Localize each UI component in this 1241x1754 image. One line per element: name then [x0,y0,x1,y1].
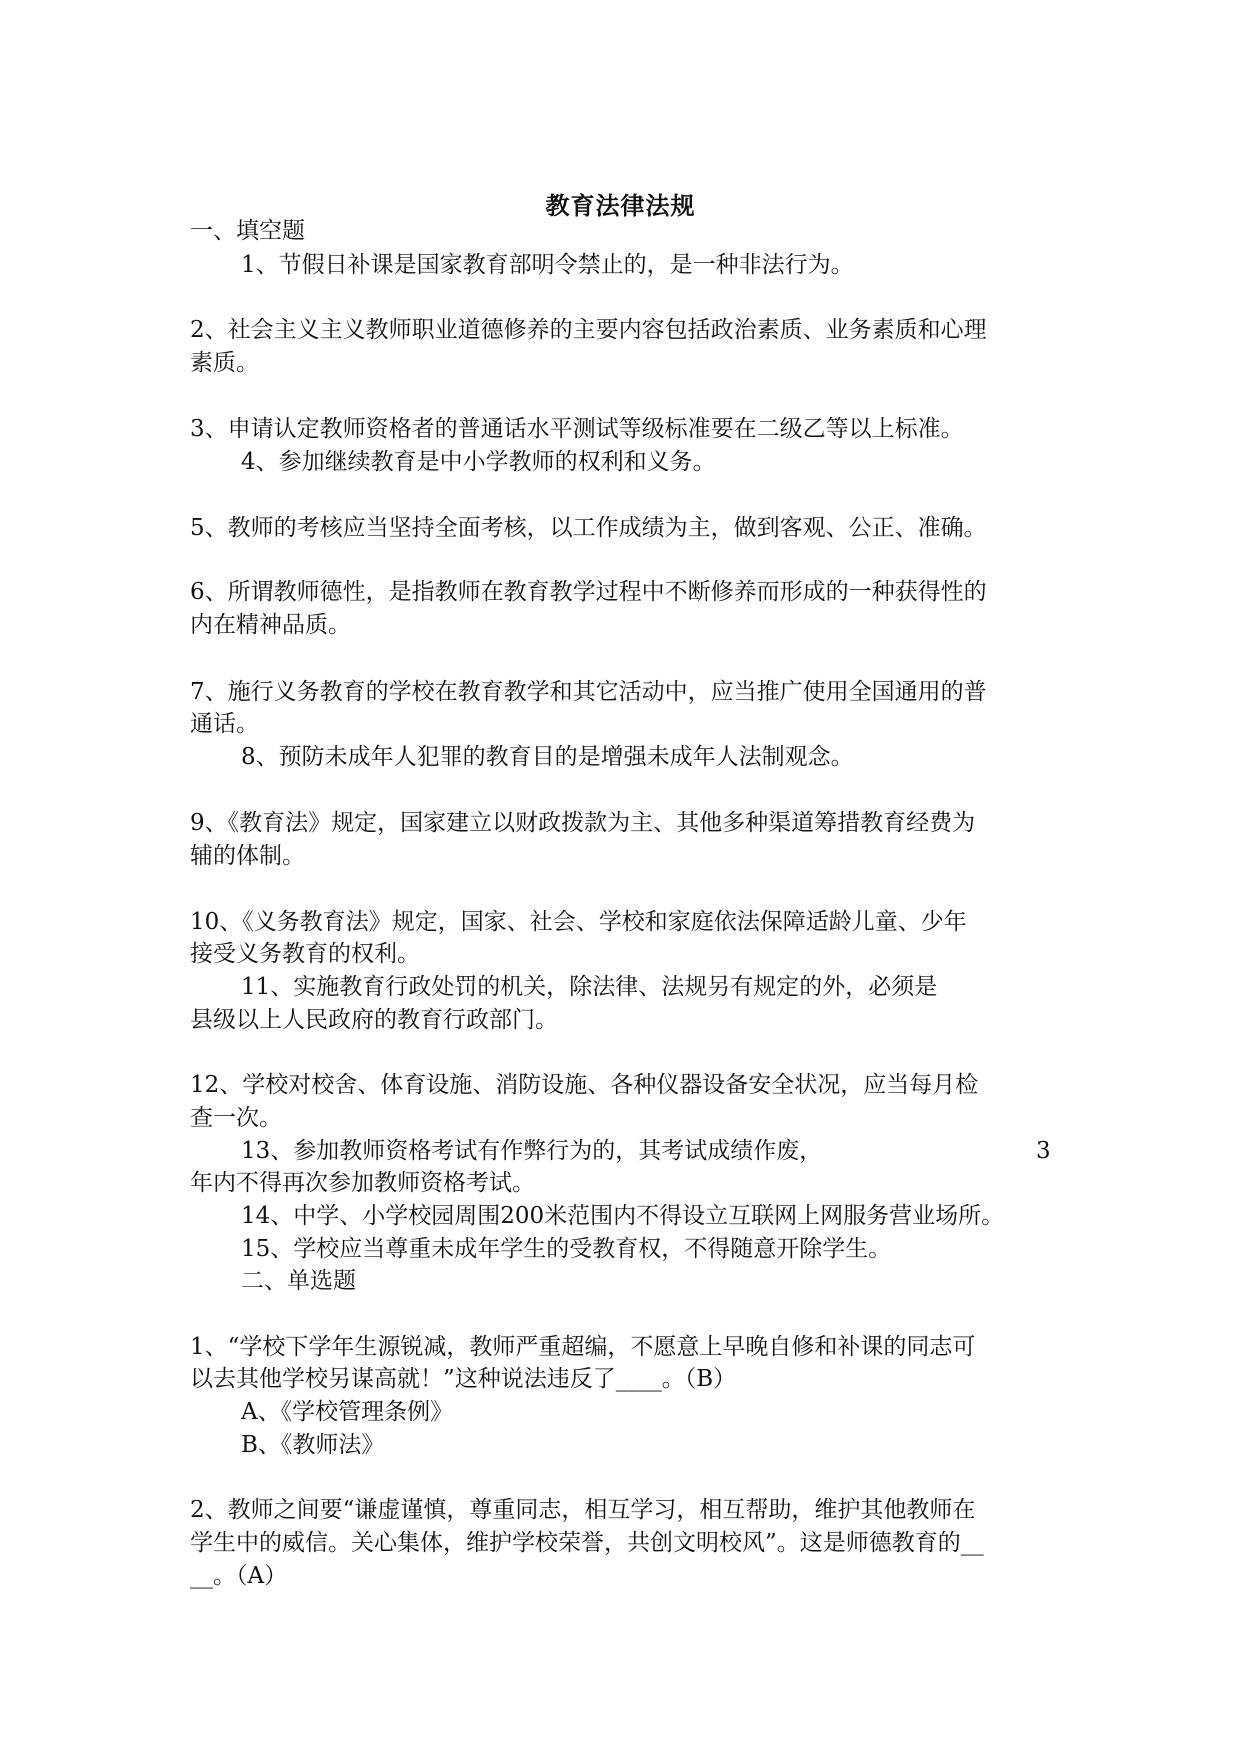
text-line: 8、预防未成年人犯罪的教育目的是增强未成年人法制观念。 [241,744,854,770]
text-line: 4、参加继续教育是中小学教师的权利和义务。 [241,449,716,475]
question-line: 1、“学校下学年生源锐减，教师严重超编，不愿意上早晚自修和补课的同志可 [190,1334,976,1360]
text-line: 3、申请认定教师资格者的普通话水平测试等级标准要在二级乙等以上标准。 [190,416,964,442]
text-line: 7、施行义务教育的学校在教育教学和其它活动中，应当推广使用全国通用的普 [190,679,987,705]
text-line: 11、实施教育行政处罚的机关，除法律、法规另有规定的外，必须是 [241,974,938,1000]
text-fragment: 3 [1036,1138,1051,1164]
question-line: 以去其他学校另谋高就！”这种说法违反了____。（B） [190,1366,737,1392]
option-line: B、《教师法》 [241,1432,385,1458]
document-title: 教育法律法规 [545,191,696,220]
text-line: 15、学校应当尊重未成年学生的受教育权，不得随意开除学生。 [241,1236,892,1262]
text-line: 查一次。 [190,1105,282,1131]
text-line: 接受义务教育的权利。 [190,941,420,967]
text-line: 辅的体制。 [190,843,305,869]
text-line: 14、中学、小学校园周围200米范围内不得设立互联网上网服务营业场所。 [241,1203,1005,1229]
text-line: 9、《教育法》规定，国家建立以财政拨款为主、其他多种渠道筹措教育经费为 [190,810,976,836]
question-line: __。（A） [190,1563,288,1589]
text-line: 1、节假日补课是国家教育部明令禁止的，是一种非法行为。 [241,252,854,278]
text-line: 年内不得再次参加教师资格考试。 [190,1170,535,1196]
text-line: 内在精神品质。 [190,612,351,638]
text-line: 县级以上人民政府的教育行政部门。 [190,1007,558,1033]
text-line: 5、教师的考核应当坚持全面考核，以工作成绩为主，做到客观、公正、准确。 [190,515,987,541]
section-heading-single-choice: 二、单选题 [241,1268,356,1294]
question-line: 学生中的威信。关心集体，维护学校荣誉，共创文明校风”。这是师德教育的__ [190,1530,984,1556]
text-line: 12、学校对校舍、体育设施、消防设施、各种仪器设备安全状况，应当每月检 [190,1072,979,1098]
text-line: 2、社会主义主义教师职业道德修养的主要内容包括政治素质、业务素质和心理 [190,317,987,343]
text-line: 13、参加教师资格考试有作弊行为的，其考试成绩作废， [241,1138,823,1164]
text-line: 6、所谓教师德性，是指教师在教育教学过程中不断修养而形成的一种获得性的 [190,579,987,605]
option-line: A、《学校管理条例》 [241,1399,454,1425]
text-line: 10、《义务教育法》规定，国家、社会、学校和家庭依法保障适龄儿童、少年 [190,909,967,935]
question-line: 2、教师之间要“谦虚谨慎，尊重同志，相互学习，相互帮助，维护其他教师在 [190,1497,976,1523]
text-line: 通话。 [190,711,259,737]
section-heading-fill-in: 一、填空题 [190,218,305,244]
text-line: 素质。 [190,350,259,376]
